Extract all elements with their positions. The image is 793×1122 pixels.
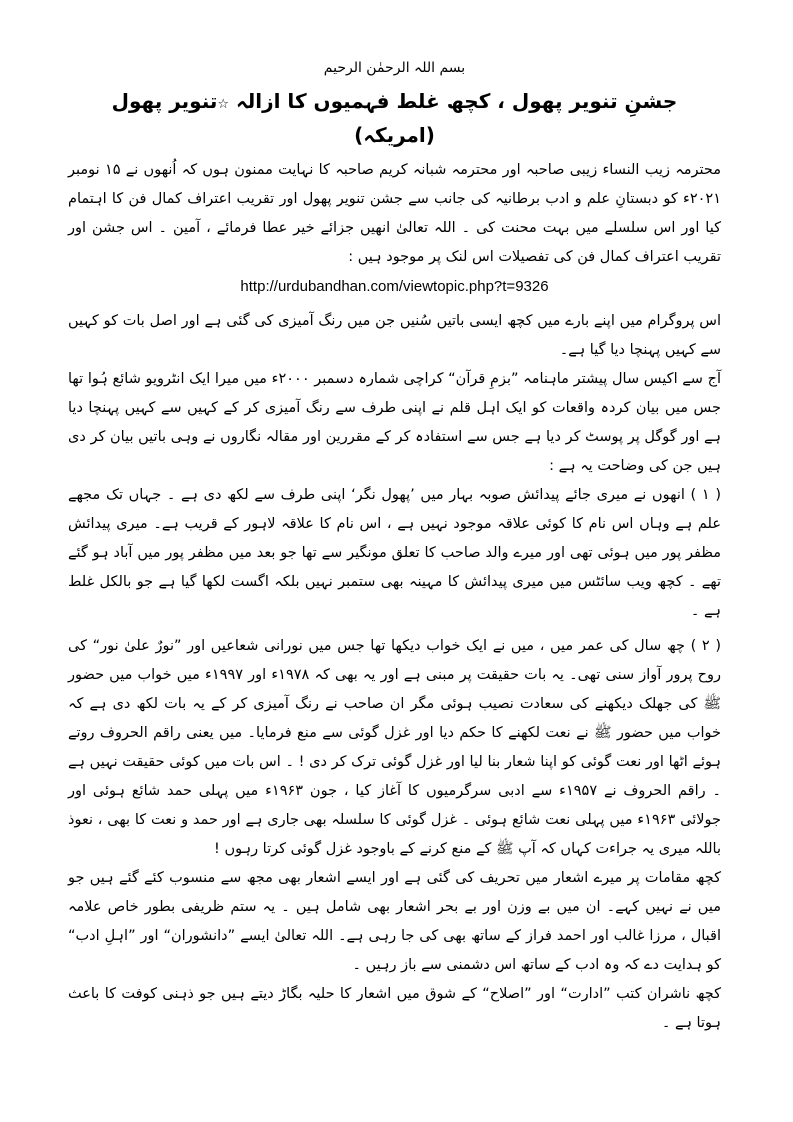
paragraph-publishers: کچھ ناشران کتب ”ادارت“ اور ”اصلاح“ کے شوق میں اشعار کا حلیہ بگاڑ دیتے ہیں جو ذہنی کوفت کا باعث ہوتا ہے ۔: [68, 986, 721, 1031]
star-icon: ☆: [217, 97, 230, 112]
paragraph-interview: آج سے اکیس سال پیشتر ماہنامہ ”بزمِ قرآن“ کراچی شمارہ دسمبر ۲۰۰۰ء میں میرا ایک انٹرویو شائع ہُوا تھا جس میں بیان کردہ واقعات کو ایک اہل قلم نے اپنی طرف سے رنگ آمیزی کر کے کہیں سے کہیں پہنچا دیا ہے اور گوگل پر پوسٹ کر دیا ہے جس سے استفادہ کر کے مقررین اور مقالہ نگاروں نے وہی باتیں بیان کر دی ہیں جن کی وضاحت یہ ہے :: [68, 371, 722, 474]
paragraph-point-1: ( ۱ ) انھوں نے میری جائے پیدائش صوبہ بہار میں ’پھول نگر‘ اپنی طرف سے لکھ دی ہے ۔ جہاں تک مجھے علم ہے وہاں اس نام کا کوئی علاقہ موجود نہیں ہے ، اس نام کا علاقہ لاہور کے قریب ہے۔ میری پیدائش مظفر پور میں ہوئی تھی اور میرے والد صاحب کا تعلق مونگیر سے تھا جو بعد میں مظفر پور میں آباد ہو گئے تھے ۔ کچھ ویب سائٹس میں میری پیدائش کا مہینہ بھی ستمبر نہیں بلکہ اگست لکھا گیا ہے جو بالکل غلط ہے ۔: [68, 487, 721, 619]
title-author: تنویر پھول (امریکہ): [111, 89, 435, 147]
paragraph-point-2: ( ۲ ) چھ سال کی عمر میں ، میں نے ایک خواب دیکھا تھا جس میں نورانی شعاعیں اور ”نورٌ علیٰ نور“ کی روح پرور آواز سنی تھی۔ یہ بات حقیقت پر مبنی ہے اور یہ بھی کہ ۱۹۷۸ء اور ۱۹۹۷ء میں خواب میں حضور ﷺ کی جھلک دیکھنے کی سعادت نصیب ہوئی مگر ان صاحب نے رنگ آمیزی کر کے یہ بات لکھ دی ہے کہ خواب میں حضور ﷺ نے نعت لکھنے کا حکم دیا اور غزل گوئی سے منع فرمایا۔ میں یعنی راقم الحروف روتے ہوئے اٹھا اور نعت گوئی کو اپنا شعار بنا لیا اور غزل گوئی ترک کر دی ! ۔ اس بات میں کوئی حقیقت نہیں ہے ۔ راقم الحروف نے ۱۹۵۷ء سے ادبی سرگرمیوں کا آغاز کیا ، جون ۱۹۶۳ء میں پہلی حمد شائع ہوئی اور جولائی ۱۹۶۳ء میں پہلی نعت شائع ہوئی ۔ غزل گوئی کا سلسلہ بھی جاری ہے اور حمد و نعت کا بھی ، نعوذ باللہ میری یہ جراءت کہاں کہ آپ ﷺ کے منع کرنے کے باوجود غزل گوئی کرتا رہوں !: [68, 638, 721, 857]
bismillah-heading: بسم اللہ الرحمٰن الرحیم: [323, 60, 466, 76]
paragraph-distortion: کچھ مقامات پر میرے اشعار میں تحریف کی گئی ہے اور ایسے اشعار بھی مجھ سے منسوب کئے گئے ہیں جو میں نے نہیں کہے۔ ان میں بے وزن اور بے بحر اشعار بھی شامل ہیں ۔ یہ ستم ظریفی بطور خاص علامہ اقبال ، مرزا غالب اور احمد فراز کے ساتھ بھی کی جا رہی ہے۔ اللہ تعالیٰ ایسے ”دانشوران“ اور ”اہلِ ادب“ کو ہدایت دے کہ وہ ادب کے ساتھ اس دشمنی سے باز رہیں ۔: [68, 870, 721, 973]
paragraph-program: اس پروگرام میں اپنے بارے میں کچھ ایسی باتیں سُنیں جن میں رنگ آمیزی کی گئی ہے اور اصل بات کو کہیں سے کہیں پہنچا دیا گیا ہے۔: [68, 313, 721, 358]
title-main: جشنِ تنویر پھول ، کچھ غلط فہمیوں کا ازالہ: [236, 89, 678, 113]
source-link[interactable]: http://urdubandhan.com/viewtopic.php?t=9326: [240, 278, 549, 295]
intro-paragraph: محترمہ زیب النساء زیبی صاحبہ اور محترمہ شبانہ کریم صاحبہ کا نہایت ممنون ہوں کہ اُنھوں نے ۱۵ نومبر ۲۰۲۱ء کو دبستانِ علم و ادب برطانیہ کی جانب سے جشن تنویر پھول اور تقریب اعتراف کمال فن کا اہتمام کیا اور اس سلسلے میں بہت محنت کی ۔ اللہ تعالیٰ انھیں جزائے خیر عطا فرمائے ، آمین ۔ اس جشن اور تقریب اعتراف کمال فن کی تفصیلات اس لنک پر موجود ہیں :: [68, 162, 722, 265]
article-title: [68, 86, 721, 150]
